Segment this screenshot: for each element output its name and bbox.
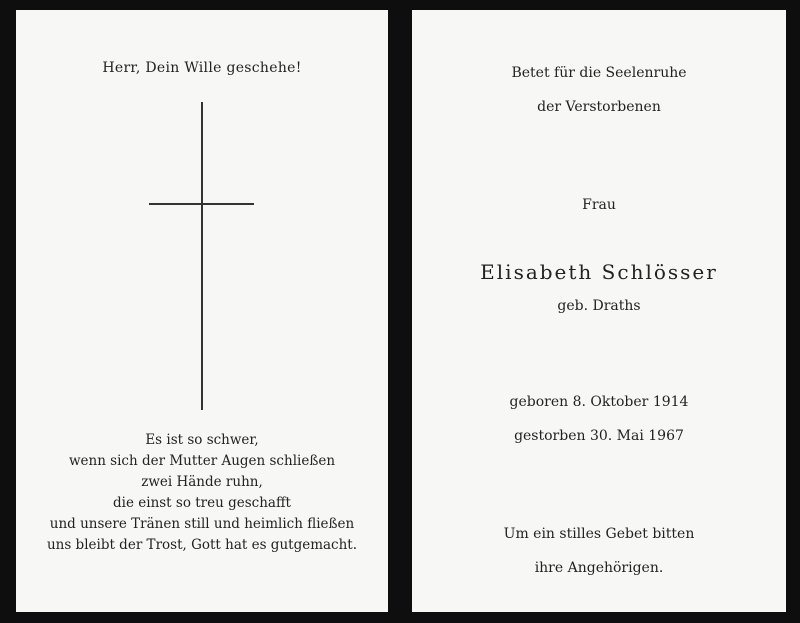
poem-line: zwei Hände ruhn, <box>141 474 263 490</box>
poem-line: Es ist so schwer, <box>145 432 259 448</box>
closing-line1: Um ein stilles Gebet bitten <box>503 526 695 542</box>
poem <box>16 430 388 556</box>
deceased-name: Elisabeth Schlösser <box>480 260 718 284</box>
poem-line: und unsere Tränen still und heimlich fließen <box>49 516 355 532</box>
left-page <box>16 10 388 612</box>
prayer-heading: Herr, Dein Wille geschehe! <box>102 60 302 76</box>
closing-line2: ihre Angehörigen. <box>534 560 664 576</box>
cross-vertical-bar <box>201 102 203 410</box>
right-page <box>412 10 786 612</box>
cross-horizontal-bar <box>149 203 254 205</box>
maiden-name: geb. Draths <box>557 298 641 314</box>
poem-line: wenn sich der Mutter Augen schließen <box>68 453 336 469</box>
prayer-request-line1: Betet für die Seelenruhe <box>511 65 687 81</box>
poem-line: die einst so treu geschafft <box>113 495 291 511</box>
birth-date: geboren 8. Oktober 1914 <box>509 394 689 410</box>
prayer-request-line2: der Verstorbenen <box>537 99 661 115</box>
poem-line: uns bleibt der Trost, Gott hat es gutgemacht. <box>46 537 358 553</box>
death-date: gestorben 30. Mai 1967 <box>514 428 684 444</box>
honorific: Frau <box>582 197 616 213</box>
